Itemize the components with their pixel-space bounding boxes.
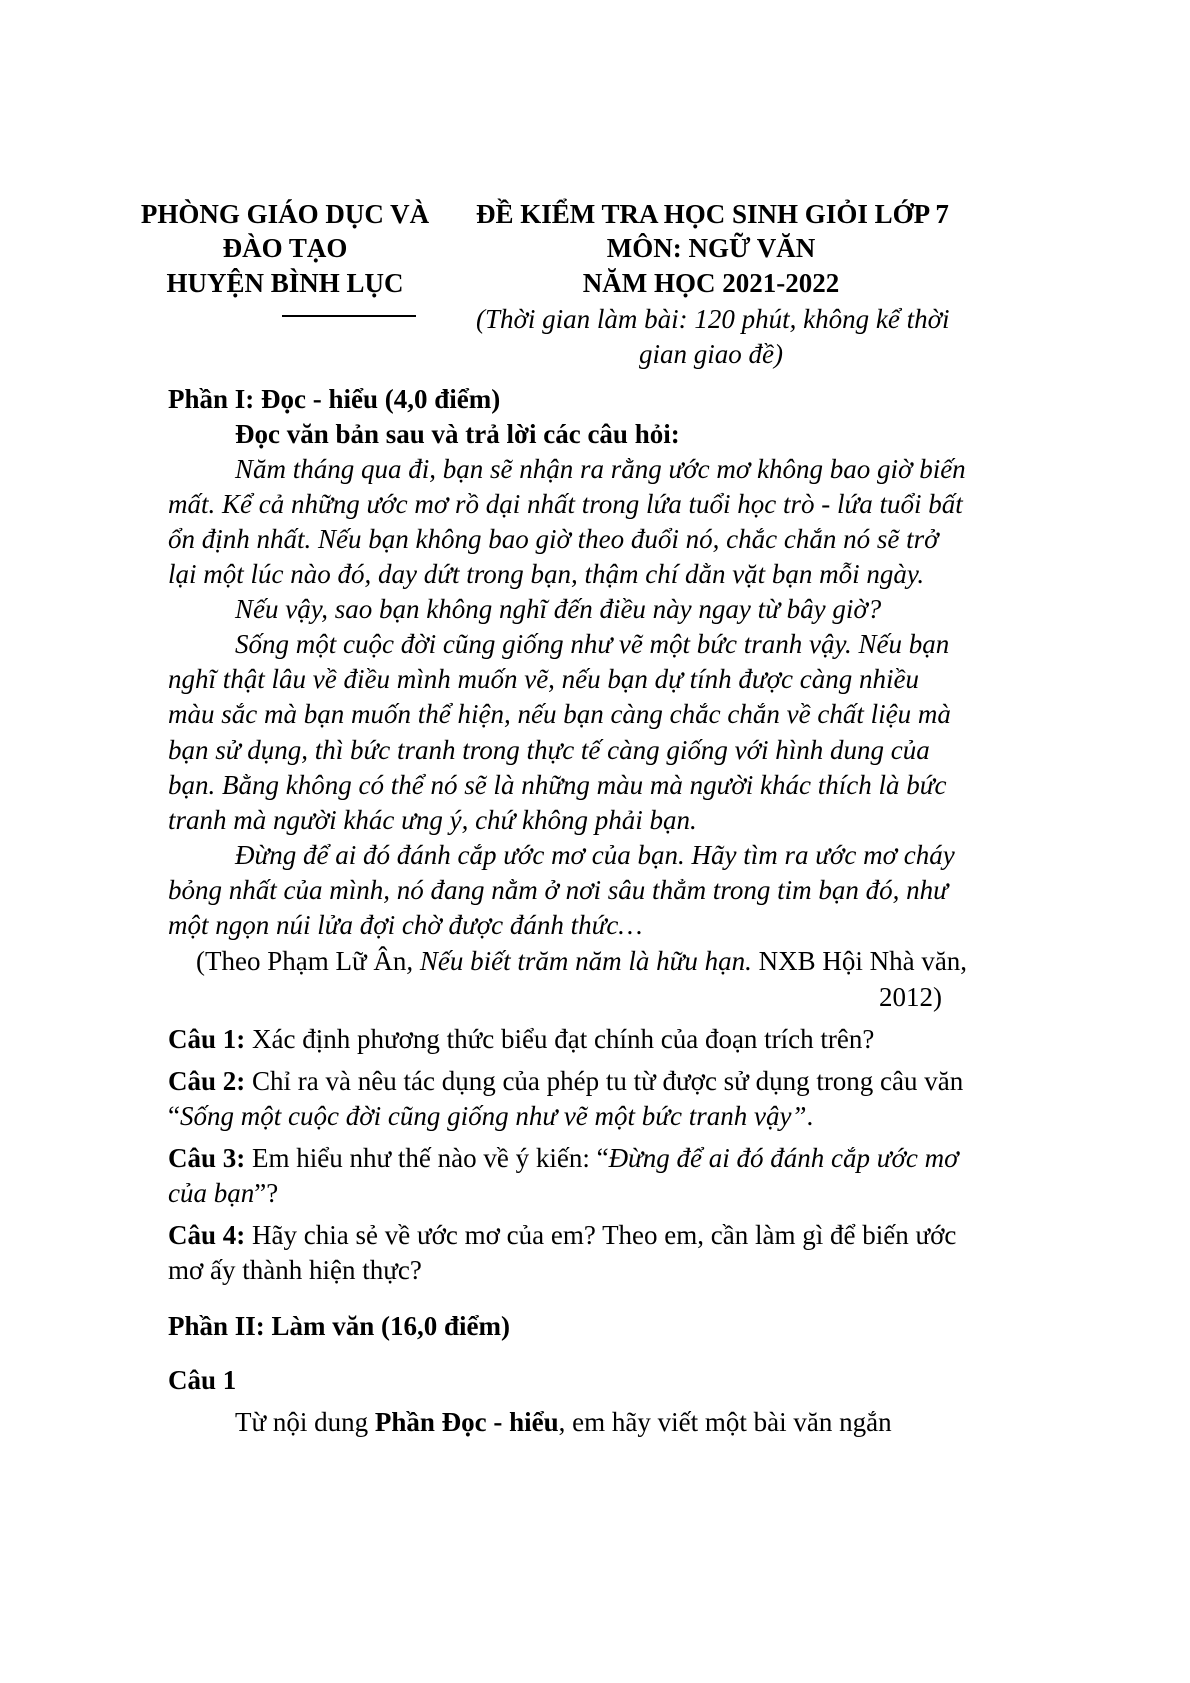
exam-year: NĂM HỌC 2021-2022 (582, 268, 840, 298)
source-prefix: (Theo Phạm Lữ Ân (196, 946, 407, 976)
source-year: 2012) (879, 982, 942, 1012)
passage-line: Sống một cuộc đời cũng giống như vẽ một bức tranh vậy. Nếu bạn (235, 629, 950, 659)
part2-question-line (235, 1405, 892, 1439)
time-note-line-2: gian giao đề) (639, 339, 783, 369)
passage-line: Nếu vậy, sao bạn không nghĩ đến điều này ngay từ bây giờ? (235, 594, 882, 624)
part2-question-label: Câu 1 (168, 1365, 237, 1395)
quote-text: Đừng để ai đó đánh cắp ước mơ (608, 1143, 959, 1173)
passage-line: bạn. Bằng không có thể nó sẽ là những màu mà người khác thích là bức (168, 770, 947, 800)
quote-open: “ (168, 1101, 180, 1131)
header-left-line-2: ĐÀO TẠO (222, 233, 348, 263)
question-1 (168, 1022, 874, 1056)
line-pre: Từ nội dung (235, 1407, 375, 1437)
quote-text: Sống một cuộc đời cũng giống như vẽ một bức tranh vậy” (179, 1101, 807, 1131)
line-post: , em hãy viết một bài văn ngắn (558, 1407, 892, 1437)
line-bold: Phần Đọc - hiểu (374, 1407, 559, 1437)
question-3 (168, 1141, 959, 1175)
question-label: Câu 3: (168, 1143, 246, 1173)
passage-line: mất. Kể cả những ước mơ rồ dại nhất trong lứa tuổi học trò - lứa tuổi bất (168, 489, 963, 519)
question-2-quote (168, 1099, 813, 1133)
passage-line: Năm tháng qua đi, bạn sẽ nhận ra rằng ước mơ không bao giờ biến (235, 454, 966, 484)
quote-text: của bạn (168, 1178, 255, 1208)
question-text: Em hiểu như thế nào về ý kiến: “ (245, 1143, 609, 1173)
question-text: Chỉ ra và nêu tác dụng của phép tu từ được sử dụng trong câu văn (245, 1066, 964, 1096)
passage-line: ổn định nhất. Nếu bạn không bao giờ theo đuổi nó, chắc chắn nó sẽ trở (168, 524, 939, 554)
quote-close: . (806, 1101, 814, 1131)
header-left-line-1: PHÒNG GIÁO DỤC VÀ (140, 199, 430, 229)
part1-instruction: Đọc văn bản sau và trả lời các câu hỏi: (235, 419, 680, 449)
source-book: Nếu biết trăm năm là hữu hạn. (419, 946, 752, 976)
header-left-line-3: HUYỆN BÌNH LỤC (166, 268, 404, 298)
passage-line: bỏng nhất của mình, nó đang nằm ở nơi sâu thẳm trong tim bạn đó, như (168, 875, 948, 905)
passage-line: nghĩ thật lâu về điều mình muốn vẽ, nếu bạn dự tính được càng nhiều (168, 664, 919, 694)
question-text: Xác định phương thức biểu đạt chính của đoạn trích trên? (245, 1024, 875, 1054)
question-4 (168, 1218, 956, 1252)
passage-line: bạn sử dụng, thì bức tranh trong thực tế càng giống với hình dung của (168, 735, 930, 765)
question-2 (168, 1064, 963, 1098)
header-underline (282, 315, 416, 317)
source-citation (196, 944, 967, 978)
question-text: Hãy chia sẻ về ước mơ của em? Theo em, cần làm gì để biến ước (245, 1220, 957, 1250)
part2-heading: Phần II: Làm văn (16,0 điểm) (168, 1311, 511, 1341)
question-label: Câu 4: (168, 1220, 246, 1250)
question-4-cont: mơ ấy thành hiện thực? (168, 1255, 422, 1285)
part1-heading: Phần I: Đọc - hiểu (4,0 điểm) (168, 384, 501, 414)
time-note-line-1: (Thời gian làm bài: 120 phút, không kể thời (476, 304, 950, 334)
passage-line: Đừng để ai đó đánh cắp ước mơ của bạn. Hãy tìm ra ước mơ cháy (235, 840, 955, 870)
passage-line: lại một lúc nào đó, day dứt trong bạn, thậm chí dằn vặt bạn mỗi ngày. (168, 559, 925, 589)
question-label: Câu 2: (168, 1066, 246, 1096)
passage-line: một ngọn núi lửa đợi chờ được đánh thức… (168, 910, 643, 940)
quote-close: ”? (254, 1178, 279, 1208)
question-label: Câu 1: (168, 1024, 246, 1054)
exam-title: ĐỀ KIỂM TRA HỌC SINH GIỎI LỚP 7 (476, 199, 949, 229)
source-publisher: NXB Hội Nhà văn, (751, 946, 968, 976)
exam-subject: MÔN: NGỮ VĂN (606, 233, 816, 263)
passage-line: tranh mà người khác ưng ý, chứ không phải bạn. (168, 805, 697, 835)
source-comma: , (406, 946, 420, 976)
question-3-cont (168, 1176, 278, 1210)
passage-line: màu sắc mà bạn muốn thể hiện, nếu bạn càng chắc chắn về chất liệu mà (168, 699, 951, 729)
